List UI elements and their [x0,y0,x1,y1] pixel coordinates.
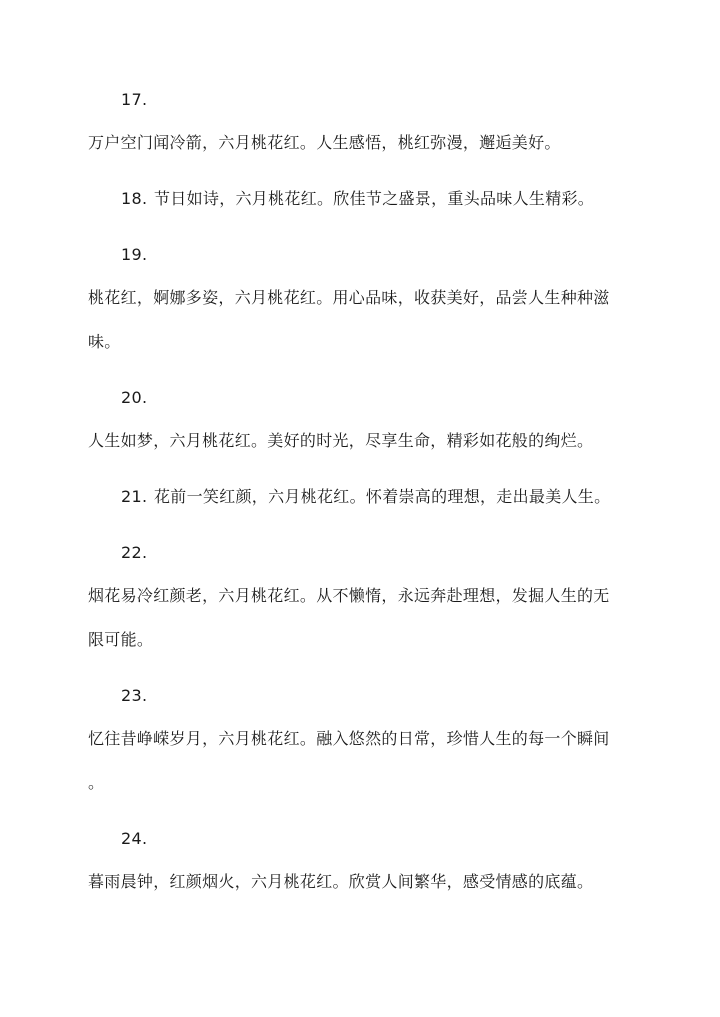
entry-number: 20. [121,388,148,407]
entry-text: 忆往昔峥嵘岁月，六月桃花红。融入悠然的日常，珍惜人生的每一个瞬间 [88,729,610,748]
entry-number: 17. [121,90,148,109]
entry-text-continued: 限可能。 [88,630,154,649]
entry-text: 人生如梦，六月桃花红。美好的时光，尽享生命，精彩如花般的绚烂。 [88,431,594,450]
entry-number: 21. [121,487,148,506]
entry-number: 22. [121,543,148,562]
entry-text-continued: 。 [88,773,105,792]
entry-number: 19. [121,245,148,264]
entry-text: 桃花红，婀娜多姿，六月桃花红。用心品味，收获美好，品尝人生种种滋 [88,288,610,307]
entry-text: 万户空门闻冷箭，六月桃花红。人生感悟，桃红弥漫，邂逅美好。 [88,133,561,152]
entry-number: 24. [121,829,148,848]
entry-number: 18. [121,189,148,208]
entry-text: 烟花易冷红颜老，六月桃花红。从不懒惰，永远奔赴理想，发掘人生的无 [88,586,610,605]
entry-number: 23. [121,686,148,705]
entry-text: 花前一笑红颜，六月桃花红。怀着崇高的理想，走出最美人生。 [154,487,611,506]
entry-text-continued: 味。 [88,332,121,351]
entry-text: 节日如诗，六月桃花红。欣佳节之盛景，重头品味人生精彩。 [154,189,595,208]
entry-text: 暮雨晨钟，红颜烟火，六月桃花红。欣赏人间繁华，感受情感的底蕴。 [88,872,594,891]
